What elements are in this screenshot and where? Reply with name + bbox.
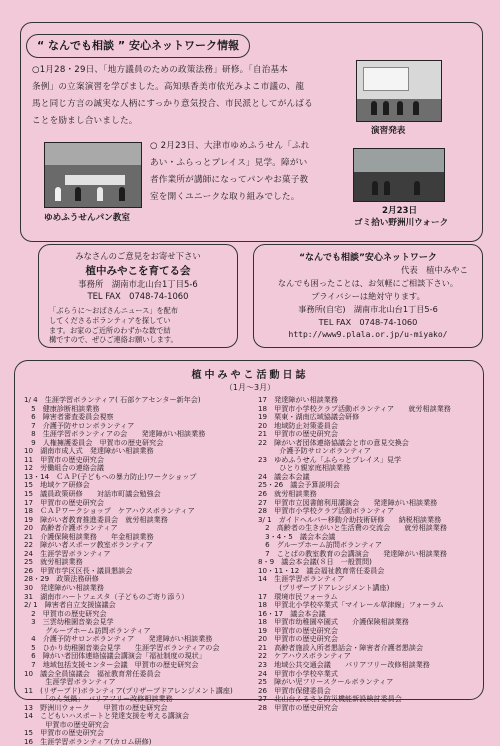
diary-entry: 25・26 議会予算説明会 <box>258 480 340 490</box>
diary-entry: 22 障がい者スポーツ教室ボランティア <box>24 540 153 550</box>
support-group-box <box>38 244 238 348</box>
diary-entry: 7 地域包括支援センター会議 甲賀市の歴史研究会 <box>24 659 199 669</box>
bakery-caption: ゆめふうせんパン教室 <box>44 213 130 223</box>
walk-photo <box>353 148 445 202</box>
diary-entry: 5 健康診断相談業務 <box>24 403 100 413</box>
diary-entry: 18 ＣＡＰワークショップ ケアハウスボランティア <box>24 506 195 516</box>
diary-entry: 2 甲賀市の歴史研究会 <box>24 608 107 618</box>
diary-entry: 28 甲賀市小学校クラブ活動ボランティア <box>258 506 395 516</box>
item1-line: ことを励まし合いました。 <box>32 116 138 126</box>
contact-telfax: TEL FAX 0748-74-1060 <box>318 317 418 327</box>
item2-line: あい・ふらっとプレイス」見学。障がい <box>150 158 308 168</box>
diary-entry: 17 発達障がい相談業務 <box>258 395 338 404</box>
diary-entry: 21 甲賀市の歴史研究会 <box>258 429 338 439</box>
diary-entry: 15 地域ケア研修会 <box>24 480 90 490</box>
diary-entry: 18 甲賀北小学校卒業式「マイレール草津線」フォーラム <box>258 600 444 610</box>
diary-entry: 17 甲賀市の歴史研究会 <box>24 497 104 507</box>
item1-text <box>32 62 354 130</box>
diary-entry: 20 高齢者介護ボランティア <box>24 523 118 533</box>
diary-entry: 6 障がい者団体連絡協議会講演会「福祉制度の現状」 <box>24 651 206 661</box>
diary-entry: (プリザーブドアレンジメント講座) <box>258 583 390 593</box>
diary-entry: 24 甲賀市小学校卒業式 <box>258 668 338 678</box>
diary-entry: 23 地域公共交通会議 バリアフリー改修相談業務 <box>258 659 430 669</box>
diary-entry: 2 高齢者の生きがいと生活費の交流会 就労相談業務 <box>258 523 447 533</box>
diary-entry: 26 甲賀市保健委員会 <box>258 685 331 695</box>
diary-entry: 生涯学習ボランティア <box>24 677 116 687</box>
diary-entry: 6 障害者審査委員会視察 <box>24 412 114 422</box>
diary-entry: 3/ 1 ガイドヘルパー移動介助技術研修 納税相談業務 <box>258 514 442 524</box>
diary-entries-right <box>258 396 480 712</box>
support-note <box>49 306 231 345</box>
diary-title: 植中みやこ活動日誌 <box>191 370 309 381</box>
diary-entry: 8・9 議会本会議(８日 一般質問) <box>258 557 372 567</box>
contact-title: “なんでも相談”安心ネットワーク <box>299 253 437 263</box>
diary-entry: 25 就労相談業務 <box>24 557 83 567</box>
diary-entry: ひとり親家庭相談業務 <box>258 463 351 473</box>
diary-entry: 5 ひかり幼稚園音楽会見学 生涯学習ボランティアの会 <box>24 642 220 652</box>
diary-entry: 1/ 4 生涯学習ボランティア( 石部ケアセンター新年会) <box>24 395 201 404</box>
walk-caption: ゴミ拾い野洲川ウォーク <box>354 218 449 228</box>
support-title: 植中みやこを育てる会 <box>85 265 191 277</box>
diary-entry: 16 生涯学習ボランティア(カロム研修) <box>24 736 152 746</box>
diary-entry: 2/ 1 障害者自立支援協議会 <box>24 600 116 610</box>
diary-period: （1月～3月） <box>224 383 276 392</box>
item2-line: 室を開くユニークな取り組みでした。 <box>150 192 300 202</box>
diary-entry: 7 ことばの教室教育の会講演会 発達障がい相談業務 <box>258 548 447 558</box>
support-note-line: 構ですので、ぜひご連絡お願いします。 <box>49 335 178 345</box>
diary-entry: 15 議員政策研修 対話市町議会勉強会 <box>24 489 161 499</box>
diary-entry: 10・11・12 議会福祉教育常任委員会 <box>258 565 385 575</box>
contact-line2: プライバシーは絶対守ります。 <box>311 291 425 301</box>
diary-entry: 8 生涯学習ボランティアの会 発達障がい相談業務 <box>24 429 206 439</box>
diary-entry: グループホーム訪問ボランティア <box>24 625 151 635</box>
lecture-caption: 演習発表 <box>371 126 406 136</box>
network-info-title: “ なんでも相談 ” 安心ネットワーク情報 <box>26 34 250 58</box>
diary-entry: 22 障がい者団体連絡協議会と市の意見交換会 <box>258 437 409 447</box>
diary-entry: 26 就労相談業務 <box>258 489 317 499</box>
diary-entry: 3 三雲幼稚園音楽会見学 <box>24 617 114 627</box>
support-office: 事務所 湖南市北山台1丁目5-6 <box>78 279 198 289</box>
diary-entry: 20 甲賀市の歴史研究会 <box>258 634 338 644</box>
support-lead: みなさんのご意見をお寄せ下さい <box>75 251 201 261</box>
diary-entry: 13・14 ＣＡＰ(子どもへの暴力防止)ワークショップ <box>24 471 197 481</box>
lecture-photo <box>356 60 442 122</box>
diary-entry: 27 北山台ふるさと防災機能新設検討委員会 <box>258 694 402 704</box>
diary-entry: 11 (リザーブド)ボランティア(プリザーブドアレンジメント講座) <box>24 685 233 695</box>
diary-entry: 10 湖南市成人式 発達障がい相談業務 <box>24 446 154 456</box>
contact-box <box>253 244 483 348</box>
diary-entry: 22 ケアハウスボランティア <box>258 651 351 661</box>
contact-rep: 代表 植中みやこ <box>401 265 468 275</box>
contact-office: 事務所(自宅) 湖南市北山台1丁目5-6 <box>298 304 438 314</box>
diary-entry: 11 甲賀市の歴史研究会 <box>24 454 104 464</box>
diary-entry: 17 環境市民フォーラム <box>258 591 338 601</box>
diary-entry: 7 介護予防サロンボランティア <box>24 420 135 430</box>
diary-entry: 23 ゆめふうせん「ふらっとプレイス」見学 <box>258 454 402 464</box>
item1-line: 条例」の立案演習を学びました。高知県香美市依光みよこ市議の、龍 <box>32 82 305 92</box>
diary-entry: 甲賀市の歴史研究会 <box>24 719 110 729</box>
diary-entry: 10 議会全員協議会 福祉教育常任委員会 <box>24 668 161 678</box>
diary-entry: 27 甲賀市立図書館利用講演会 発達障がい相談業務 <box>258 497 438 507</box>
diary-entry: 18 甲賀市幼稚園卒園式 介護保険相談業務 <box>258 617 409 627</box>
item2-line: 者作業所が講師になってパンやお菓子教 <box>150 175 309 185</box>
diary-entry: 19 障がい者教育推進委員会 就労相談業務 <box>24 514 168 524</box>
diary-entry: 14 こどもいハスポートと発達支援を考える講演会 <box>24 711 190 721</box>
diary-entry: 15 甲賀市の歴史研究会 <box>24 728 104 738</box>
diary-entry: 「のん気鍋」 バリアフリー改修相談業務 <box>24 694 173 704</box>
diary-entry: 4 介護予防サロンボランティア 発達障がい相談業務 <box>24 634 213 644</box>
diary-entry: 18 甲賀市小学校クラブ活動ボランティア 就労相談業務 <box>258 403 451 413</box>
diary-entry: 28・29 政策法務研修 <box>24 574 99 584</box>
support-telfax: TEL FAX 0748-74-1060 <box>87 291 189 301</box>
support-note-line: してくださるボランティアを探してい <box>49 315 171 325</box>
diary-entry: 9 人権擁護委員会 甲賀市の歴史研究会 <box>24 437 164 447</box>
diary-entry: 19 栗東・湖南広域協議会研修 <box>258 412 360 422</box>
diary-entry: 19 甲賀市の歴史研究会 <box>258 625 338 635</box>
diary-entry: 24 議会本会議 <box>258 471 310 481</box>
diary-entry: 16・17 議会本会議 <box>258 608 326 618</box>
diary-entry: 14 生涯学習ボランティア <box>258 574 345 584</box>
diary-entry: 21 高齢者施設入所者懇話会・障害者介護者懇談会 <box>258 642 424 652</box>
diary-entry: 31 湖南市ハートフェスタ（子どものご寄り添う） <box>24 591 189 601</box>
diary-entry: 3・4・5 議会本会議 <box>258 531 336 541</box>
diary-entry: 28 甲賀市の歴史研究会 <box>258 702 338 712</box>
contact-line1: なんでも困ったことは、お気軽にご相談下さい。 <box>277 278 459 288</box>
diary-entry: 25 障がい児フリースクールボランティア <box>258 677 394 687</box>
item1-line: 馬と同じ方言の誠実な人柄にすっかり意気投合、市民派としてがんばる <box>32 99 313 109</box>
diary-entries-left <box>24 396 256 746</box>
item2-text <box>150 138 350 206</box>
diary-entry: 20 地域防止対策委員会 <box>258 420 338 430</box>
diary-entry: 介護予防サロンボランティア <box>258 446 371 456</box>
item1-line: ○1月28・29日、「地方議員のための政策法務」研修。「自治基本 <box>32 65 289 75</box>
contact-url[interactable]: http://www9.plala.or.jp/u-miyako/ <box>288 330 448 339</box>
support-note-line: 「ぶらうに～おばさんニュース」を配布 <box>49 306 179 315</box>
bakery-photo <box>44 142 142 208</box>
diary-entry: 13 野洲川ウォーク 甲賀市の歴史研究会 <box>24 702 168 712</box>
item2-line: ○ 2月23日、大津市ゆめふうせん「ふれ <box>150 141 310 151</box>
diary-entry: 6 グループホーム訪問ボランティア <box>258 540 382 550</box>
diary-entry: 24 生涯学習ボランティア <box>24 548 111 558</box>
diary-entry: 26 甲賀市学区区長・議員懇談会 <box>24 565 133 575</box>
diary-entry: 12 労働組合の連絡会議 <box>24 463 104 473</box>
walk-date-caption: 2月23日 <box>382 206 418 216</box>
support-note-line: ます。お家のご近所のわずかな数で結 <box>49 325 171 335</box>
diary-entry: 30 発達障がい相談業務 <box>24 583 104 593</box>
diary-entry: 21 介護保険相談業務 年金相談業務 <box>24 531 154 541</box>
